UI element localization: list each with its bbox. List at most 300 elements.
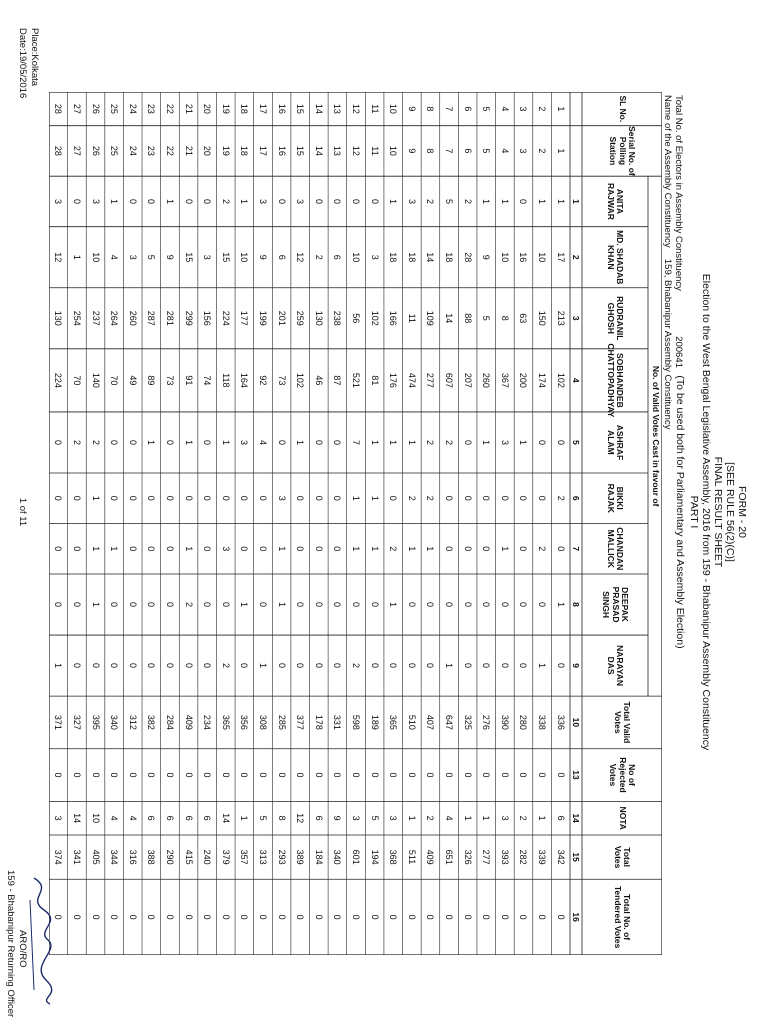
table-cell: 4 (258, 439, 268, 445)
table-cell: 327 (71, 714, 82, 730)
table-cell: 1 (183, 439, 194, 445)
table-cell: 9 (164, 254, 175, 260)
column-number: 1 (571, 199, 581, 204)
table-cell: 0 (220, 914, 231, 920)
table-cell: 1 (146, 439, 157, 445)
table-cell: 0 (351, 198, 362, 204)
table-cell: 1 (90, 495, 101, 501)
table-cell: 0 (313, 198, 324, 204)
table-cell: 224 (53, 372, 64, 388)
table-cell: 0 (53, 495, 64, 501)
table-cell: 3 (351, 815, 362, 821)
table-cell: 23 (146, 103, 157, 114)
table-cell: 325 (462, 714, 473, 730)
table-cell: 0 (388, 772, 399, 778)
table-cell: 0 (71, 914, 82, 920)
table-cell: 1 (90, 602, 101, 608)
table-cell: 3 (90, 198, 101, 204)
table-cell: 1 (109, 546, 120, 552)
table-cell: 0 (406, 602, 417, 608)
column-header: ASHRAF ALAM (606, 424, 626, 461)
column-header: NARAYAN DAS (606, 645, 626, 687)
column-number (570, 92, 582, 126)
table-cell: 0 (462, 602, 473, 608)
table-cell: 0 (499, 495, 510, 501)
table-cell: 0 (406, 772, 417, 778)
table-cell: 1 (220, 439, 231, 445)
table-cell: 2 (220, 663, 231, 669)
form-title: FORM - 20 (736, 486, 748, 538)
table-cell: 0 (53, 602, 64, 608)
table-cell: 0 (258, 495, 268, 501)
table-cell: 0 (146, 914, 157, 920)
table-cell: 0 (444, 495, 455, 501)
table-cell: 150 (537, 310, 548, 326)
table-cell: 0 (313, 663, 324, 669)
table-cell: 2 (425, 815, 436, 821)
table-cell: 0 (146, 546, 157, 552)
table-cell: 0 (53, 546, 64, 552)
table-cell: 0 (555, 772, 566, 778)
table-cell: 0 (146, 772, 157, 778)
table-cell: 290 (164, 849, 175, 865)
table-cell: 0 (127, 495, 138, 501)
table-cell: 0 (444, 602, 455, 608)
table-cell: 6 (313, 815, 324, 821)
table-cell: 1 (406, 546, 417, 552)
table-cell: 0 (71, 495, 82, 501)
table-cell: 0 (202, 772, 213, 778)
constituency-name-label: Name of the Assembly Constituency (662, 95, 673, 248)
table-cell: 0 (537, 914, 548, 920)
table-cell: 3 (406, 198, 417, 204)
table-cell: 0 (276, 914, 287, 920)
table-cell: 308 (258, 714, 268, 730)
table-cell: 4 (109, 815, 120, 821)
table-cell: 2 (183, 602, 194, 608)
table-cell: 12 (53, 252, 64, 263)
table-cell: 415 (183, 849, 194, 865)
table-cell: 1 (239, 602, 250, 608)
table-cell: 56 (351, 313, 362, 324)
table-cell: 0 (518, 663, 529, 669)
table-cell: 1 (90, 546, 101, 552)
table-cell: 0 (90, 772, 101, 778)
table-cell: 0 (444, 914, 455, 920)
table-cell: 91 (183, 375, 194, 386)
table-cell: 8 (499, 315, 510, 321)
table-cell: 2 (425, 439, 436, 445)
table-cell: 0 (183, 914, 194, 920)
table-cell: 0 (71, 602, 82, 608)
table-cell: 6 (462, 148, 473, 154)
table-cell: 1 (481, 815, 492, 821)
table-cell: 74 (202, 375, 213, 386)
table-cell: 0 (276, 772, 287, 778)
table-cell: 1 (71, 254, 82, 260)
table-cell: 0 (555, 546, 566, 552)
table-cell: 2 (518, 815, 529, 821)
table-cell: 0 (127, 602, 138, 608)
table-cell: 379 (220, 849, 231, 865)
table-cell: 0 (146, 198, 157, 204)
table-cell: 1 (351, 495, 362, 501)
table-cell: 13 (332, 145, 343, 156)
table-cell: 16 (276, 103, 287, 114)
table-cell: 2 (71, 439, 82, 445)
table-cell: 0 (220, 495, 231, 501)
table-cell: 5 (444, 198, 455, 204)
form-part: PART I (688, 495, 700, 529)
table-cell: 0 (109, 772, 120, 778)
table-cell: 0 (53, 914, 64, 920)
electors-value: 200641 (673, 336, 684, 368)
table-cell: 607 (444, 372, 455, 388)
table-cell: 0 (202, 663, 213, 669)
table-cell: 73 (164, 375, 175, 386)
table-cell: 0 (295, 495, 306, 501)
table-cell: 340 (332, 849, 343, 865)
table-cell: 12 (351, 145, 362, 156)
table-cell: 28 (53, 145, 64, 156)
table-cell: 8 (425, 148, 436, 154)
table-cell: 3 (53, 198, 64, 204)
table-cell: 0 (518, 546, 529, 552)
column-header: Total Votes (613, 845, 633, 869)
table-cell: 14 (313, 145, 324, 156)
table-cell: 5 (481, 106, 492, 112)
table-cell: 11 (406, 313, 417, 323)
table-cell: 0 (332, 439, 343, 445)
table-cell: 0 (220, 602, 231, 608)
table-cell: 0 (518, 495, 529, 501)
table-cell: 0 (332, 198, 343, 204)
table-cell: 326 (462, 849, 473, 865)
table-cell: 0 (481, 495, 492, 501)
table-cell: 1 (388, 198, 399, 204)
table-cell: 184 (313, 849, 324, 865)
table-cell: 18 (444, 252, 455, 263)
table-cell: 178 (313, 714, 324, 730)
table-cell: 0 (295, 602, 306, 608)
table-cell: 0 (425, 772, 436, 778)
table-cell: 1 (462, 815, 473, 821)
table-cell: 238 (332, 310, 343, 326)
table-cell: 0 (369, 602, 380, 608)
table-cell: 0 (481, 602, 492, 608)
table-cell: 0 (295, 663, 306, 669)
table-cell: 0 (351, 602, 362, 608)
table-cell: 17 (555, 252, 566, 263)
table-cell: 199 (258, 310, 268, 326)
electors-line (673, 95, 684, 368)
column-number (570, 126, 582, 177)
table-cell: 8 (425, 106, 436, 112)
column-header: Total Valid Votes (613, 701, 633, 744)
table-cell: 156 (202, 310, 213, 326)
table-cell: 14 (71, 813, 82, 824)
table-cell: 0 (388, 495, 399, 501)
table-cell: 1 (369, 495, 380, 501)
table-cell: 46 (313, 375, 324, 386)
table-cell: 3 (388, 815, 399, 821)
table-cell: 49 (127, 375, 138, 386)
table-cell: 409 (183, 714, 194, 730)
table-cell: 259 (295, 310, 306, 326)
form-rule: [SEE RULE 56(2)(C)] (724, 462, 736, 562)
table-cell: 0 (295, 546, 306, 552)
table-cell: 0 (444, 546, 455, 552)
table-cell: 340 (109, 714, 120, 730)
table-cell: 24 (127, 145, 138, 156)
constituency-name-value: 159, Bhabanipur Assembly Constituency (662, 258, 673, 430)
page-number: 1 of 11 (17, 497, 28, 527)
table-cell: 0 (109, 495, 120, 501)
table-cell: 3 (276, 495, 287, 501)
table-cell: 1 (537, 198, 548, 204)
column-number: 10 (571, 717, 581, 728)
table-cell: 89 (146, 375, 157, 386)
table-cell: 10 (499, 252, 510, 263)
table-cell: 1 (239, 198, 250, 204)
table-cell: 312 (127, 714, 138, 730)
table-cell: 0 (146, 495, 157, 501)
table-cell: 14 (220, 813, 231, 824)
table-cell: 0 (425, 663, 436, 669)
table-cell: 0 (537, 602, 548, 608)
table-cell: 1 (406, 815, 417, 821)
table-cell: 0 (71, 546, 82, 552)
table-cell: 0 (183, 772, 194, 778)
table-cell: 5 (258, 815, 268, 821)
table-cell: 19 (220, 145, 231, 156)
table-cell: 0 (332, 663, 343, 669)
table-cell: 27 (71, 145, 82, 156)
table-cell: 0 (313, 914, 324, 920)
table-cell: 0 (518, 914, 529, 920)
table-cell: 1 (53, 663, 64, 669)
table-cell: 18 (239, 145, 250, 156)
table-cell: 0 (369, 914, 380, 920)
table-cell: 0 (202, 439, 213, 445)
table-cell: 313 (258, 849, 268, 865)
table-cell: 102 (555, 372, 566, 388)
column-number: 15 (571, 852, 581, 862)
table-cell: 0 (202, 198, 213, 204)
table-cell: 9 (406, 148, 417, 154)
table-cell: 3 (518, 106, 529, 112)
table-cell: 344 (109, 849, 120, 865)
table-cell: 0 (481, 772, 492, 778)
table-cell: 371 (53, 714, 64, 730)
table-cell: 287 (146, 310, 157, 326)
table-cell: 0 (499, 602, 510, 608)
table-cell: 285 (276, 714, 287, 730)
table-cell: 0 (202, 495, 213, 501)
table-cell: 0 (537, 495, 548, 501)
table-cell: 0 (313, 495, 324, 501)
table-cell: 234 (202, 714, 213, 730)
table-cell: 0 (258, 602, 268, 608)
table-cell: 0 (555, 914, 566, 920)
table-cell: 0 (425, 602, 436, 608)
table-cell: 0 (332, 602, 343, 608)
table-cell: 1 (555, 148, 566, 154)
table-cell: 0 (109, 602, 120, 608)
table-cell: 0 (313, 546, 324, 552)
table-cell: 3 (369, 254, 380, 260)
table-cell: 1 (555, 602, 566, 608)
table-cell: 6 (202, 815, 213, 821)
table-cell: 293 (276, 849, 287, 865)
table-cell: 1 (499, 198, 510, 204)
table-cell: 0 (462, 439, 473, 445)
table-cell: 16 (276, 145, 287, 156)
table-cell: 2 (537, 546, 548, 552)
table-cell: 647 (444, 714, 455, 730)
table-cell: 0 (332, 772, 343, 778)
table-cell: 0 (295, 914, 306, 920)
table-cell: 0 (332, 914, 343, 920)
table-cell: 1 (425, 546, 436, 552)
table-cell: 1 (276, 546, 287, 552)
table-cell: 24 (127, 103, 138, 114)
table-cell: 27 (71, 103, 82, 114)
table-cell: 651 (444, 849, 455, 865)
table-cell: 0 (388, 663, 399, 669)
column-number: 9 (571, 663, 581, 668)
table-cell: 0 (202, 546, 213, 552)
table-cell: 109 (425, 310, 436, 326)
table-cell: 16 (518, 252, 529, 263)
table-cell: 25 (109, 145, 120, 156)
table-cell: 7 (444, 106, 455, 112)
table-cell: 4 (444, 815, 455, 821)
table-cell: 0 (164, 495, 175, 501)
sheet-title: FINAL RESULT SHEET (712, 456, 724, 568)
table-cell: 0 (351, 914, 362, 920)
table-cell: 260 (127, 310, 138, 326)
table-cell: 1 (276, 602, 287, 608)
table-cell: 174 (537, 372, 548, 388)
table-cell: 0 (127, 198, 138, 204)
table-cell: 11 (369, 104, 380, 114)
table-cell: 0 (499, 663, 510, 669)
table-cell: 409 (425, 849, 436, 865)
table-cell: 4 (499, 106, 510, 112)
table-cell: 6 (164, 815, 175, 821)
table-cell: 0 (127, 663, 138, 669)
table-cell: 0 (518, 772, 529, 778)
table-cell: 2 (220, 198, 231, 204)
column-header: DEEPAK PRASAD SINGH (601, 586, 631, 623)
table-cell: 339 (537, 849, 548, 865)
table-cell: 70 (109, 375, 120, 386)
table-cell: 1 (481, 439, 492, 445)
table-cell: 0 (555, 663, 566, 669)
table-cell: 4 (127, 815, 138, 821)
table-cell: 390 (499, 714, 510, 730)
table-cell: 0 (90, 663, 101, 669)
table-cell: 2 (462, 198, 473, 204)
table-cell: 207 (462, 372, 473, 388)
table-cell: 12 (351, 103, 362, 114)
table-cell: 70 (71, 375, 82, 386)
table-cell: 0 (164, 439, 175, 445)
table-cell: 1 (164, 198, 175, 204)
table-cell: 1 (239, 815, 250, 821)
table-cell: 92 (258, 375, 268, 386)
table-cell: 0 (555, 439, 566, 445)
table-cell: 0 (276, 439, 287, 445)
usage-note: (To be used both for Parliamentary and Assembly Election) (674, 375, 686, 649)
table-cell: 0 (481, 914, 492, 920)
table-cell: 1 (406, 439, 417, 445)
table-cell: 0 (127, 439, 138, 445)
table-cell: 2 (90, 439, 101, 445)
table-cell: 200 (518, 372, 529, 388)
table-cell: 511 (406, 849, 417, 865)
table-cell: 0 (164, 772, 175, 778)
table-cell: 2 (537, 106, 548, 112)
table-cell: 3 (202, 254, 213, 260)
table-cell: 26 (90, 145, 101, 156)
column-number: 6 (571, 495, 581, 501)
column-header: No of Rejected Votes (608, 757, 638, 793)
table-cell: 20 (202, 103, 213, 114)
table-cell: 0 (258, 914, 268, 920)
table-cell: 0 (406, 663, 417, 669)
table-cell: 3 (220, 546, 231, 552)
table-cell: 0 (276, 663, 287, 669)
table-cell: 10 (388, 145, 399, 156)
table-cell: 102 (369, 310, 380, 326)
table-cell: 5 (369, 815, 380, 821)
column-header: ANITA RAJWAR (606, 183, 626, 220)
table-cell: 0 (406, 914, 417, 920)
column-header: BIKKI RAJAK (606, 483, 626, 513)
table-cell: 10 (90, 813, 101, 824)
table-cell: 0 (109, 914, 120, 920)
table-cell: 194 (369, 849, 380, 865)
table-cell: 9 (258, 254, 268, 260)
table-cell: 6 (146, 815, 157, 821)
table-cell: 299 (183, 310, 194, 326)
column-number: 8 (571, 602, 581, 607)
table-cell: 0 (239, 546, 250, 552)
constituency-line (662, 95, 673, 429)
table-cell: 1 (258, 663, 268, 669)
table-cell: 521 (351, 372, 362, 388)
table-cell: 382 (146, 714, 157, 730)
column-header: RUDRANIL GHOSH (606, 296, 626, 341)
returning-officer-label: 159 - Bhabanipur Returning Officer (5, 870, 16, 1018)
table-cell: 0 (481, 546, 492, 552)
column-number: 5 (571, 440, 581, 445)
table-cell: 224 (220, 310, 231, 326)
table-cell: 2 (351, 663, 362, 669)
table-cell: 357 (239, 849, 250, 865)
table-cell: 2 (444, 439, 455, 445)
column-number: 7 (571, 546, 581, 552)
table-cell: 0 (462, 663, 473, 669)
table-cell: 19 (220, 103, 231, 114)
table-cell: 21 (183, 145, 194, 156)
table-cell: 276 (481, 714, 492, 730)
table-cell: 1 (369, 439, 380, 445)
table-cell: 0 (258, 546, 268, 552)
table-cell: 367 (499, 372, 510, 388)
